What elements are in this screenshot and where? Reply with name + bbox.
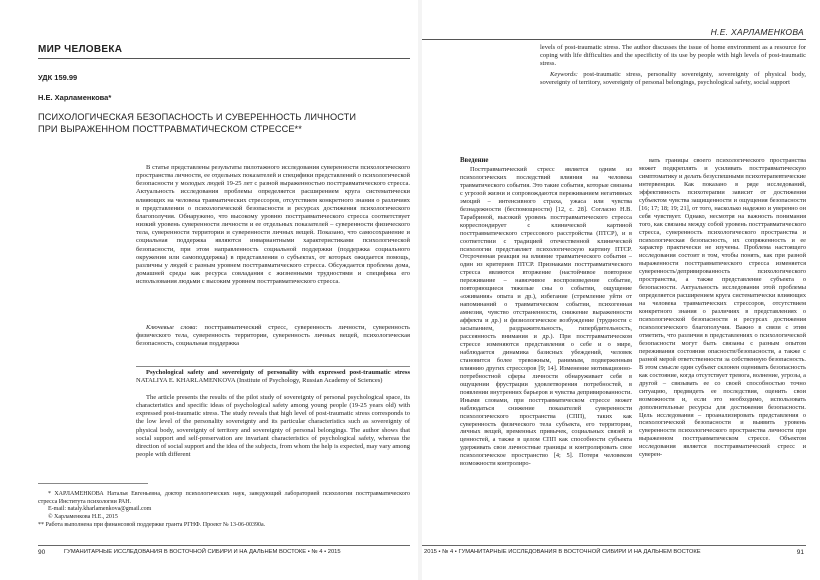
body-column-1: Посттравматический стресс является одним из психологических последствий влияния на человека травматического события. Это такие события, которые связаны с угрозой жизни и сопровождаются переживанием негативных эмоций – интенсивного страха, ужаса или чувства безнадежности (беспомощности) [12, с. 28]. Согласно Н.В. Тарабриной, высокий уровень посттравматического стресса корреспондирует с клинической картиной посттравматического стрессового расстройства (ПТСР), и в соответствии с традицией отечественной клинической психологии представляет психологическую картину ПТСР. Отсроченная реакция на влияние травматического события – один из критериев ПТСР. Признаками посттравматического стресса являются вторжение (настойчивое повторное переживание – навязчивое воспроизведение событие, повторяющиеся тяжелые сны о событии, ощущение «оживания» опыта и др.), избегание (стремление уйти от напоминаний о травматическом событии, психогенная амнезия, чувство отстраненности, снижение выраженности аффекта и др.) и физиологическое возбуждение (трудности с засыпанием, раздражительность, гипербдительность, рассеянность внимания и др.). При посттравматическом стрессе изменяются представления о себе и о мире, наблюдается динамика базисных убеждений, человек становится более тревожным, ранимым, подверженным влиянию других стрессоров [9; 14]. Изменение мотивационно-потребностной сферы личности обнаруживает себя в ощущении фрустрации удовлетворения потребностей, в появлении внутренних барьеров и чувства депривированности. Иными словами, при посттравматическом стрессе может наблюдаться снижение показателей суверенности психологического пространства (СПП), таких как суверенность физического тела субъекта, его территории, личных вещей, временных привычек, социальных связей и ценностей, а также в целом СПП как способности субъекта удерживать свои личностные границы и контролировать свое психологическое пространство [4; 5]. Потеря человеком возможности контролиро- (460, 166, 632, 468)
english-author: NATALIYA E. KHARLAMENKOVA (Institute of Psychology, Russian Academy of Sciences) (136, 377, 383, 385)
english-title-block (136, 369, 410, 385)
right-page (422, 0, 820, 580)
abstract-en: The article presents the results of the pilot study of sovereignty of personal psychological space, its characteristics and specific ideas of psychological safety among young people (19-25 years old) with expressed post-traumatic stress. The study reveals that high level of post-traumatic stress corresponds to the low level of the personality sovereignty and its particular characteristics such as sovereignty of physical body, sovereignty of territory and sovereignty of personal belongings. The author shows that social support and self-preservation are invariant characteristics of psychological safety, whereas the direction of social support and the idea of the subjects, from whom the help is expected, may vary among people with different (136, 394, 411, 459)
abstract-en-continued: levels of post-traumatic stress. The author discusses the issue of home environment as a resource for coping with life difficulties and the specificity of its use by people with high levels of post-traumatic stress. (540, 44, 806, 68)
running-footer-right: 2015 • № 4 • ГУМАНИТАРНЫЕ ИССЛЕДОВАНИЯ В ВОСТОЧНОЙ СИБИРИ И НА ДАЛЬНЕМ ВОСТОКЕ (424, 549, 701, 555)
section-rule (38, 58, 410, 59)
footer-rule (38, 545, 410, 546)
abstract-ru: В статье представлены результаты пилотажного исследования суверенности психологического пространства личности, ее отдельных показателей и специфики представлений о психологической безопасности у молодых людей 19-25 лет с разной выраженностью посттравматического стресса. Актуальность исследования проблемы определяется расширением круга систематически влияющих на человека травматических стрессоров, отсутствием конкретного знания о различиях в представлении о психологической безопасности и ресурсах достижения психологического благополучия. Обнаружено, что высокому уровню посттравматического стресса соответствует низкий уровень суверенности личности и ее отдельных показателей – суверенности физического тела, суверенности территории и суверенности личных вещей. Показано, что самосохранение и социальная поддержка являются инвариантными характеристиками психологической безопасности, при этом направленность социальной поддержки (поддержка социального окружения или самоподдержка) в представлении о субъектах, от которых ожидается помощь, различны у людей с разным уровнем посттравматического стресса. Обсуждается проблема дома, домашней среды как ресурса совладания с жизненными трудностями и специфика его использования людьми с высоким уровнем посттравматического стресса. (136, 164, 410, 286)
header-rule (422, 39, 806, 40)
keywords-en-text: post-traumatic stress, personality sovereignty, sovereignty of physical body, sovereignty of territory, sovereignty of personal belongings, psychological safety, social support (540, 71, 806, 87)
keywords-ru-text: посттравматический стресс, суверенность личности, суверенность физического тела, суверенность территории, суверенность личных вещей, психологическая безопасность, социальная поддержка (136, 324, 411, 348)
keywords-en (540, 71, 806, 87)
section-title: МИР ЧЕЛОВЕКА (38, 44, 123, 55)
udc-code: УДК 159.99 (38, 73, 78, 82)
footnote-email: E-mail: nataly.kharlamenkova@gmail.com (48, 506, 152, 512)
keywords-ru (136, 324, 410, 348)
article-title-line2: ПРИ ВЫРАЖЕННОМ ПОСТТРАВМАТИЧЕСКОМ СТРЕССЕ** (38, 124, 302, 134)
page-number-right: 91 (796, 549, 804, 556)
footnote-author: * ХАРЛАМЕНКОВА Наталья Евгеньевна, доктор психологических наук, заведующий лабораторией психологии посттравматического стресса Института психологии РАН. (38, 491, 410, 505)
footnote-grant: ** Работа выполнена при финансовой поддержке гранта РГНФ. Проект № 13-06-00390а. (38, 522, 266, 528)
footer-rule-right (422, 545, 806, 546)
page-number-left: 90 (38, 549, 46, 556)
footnote-copyright: © Харламенкова Н.Е., 2015 (48, 514, 118, 520)
running-footer-left: ГУМАНИТАРНЫЕ ИССЛЕДОВАНИЯ В ВОСТОЧНОЙ СИБИРИ И НА ДАЛЬНЕМ ВОСТОКЕ • № 4 • 2015 (64, 549, 341, 555)
keywords-ru-label: Ключевые слова: (146, 324, 198, 331)
running-header-author: Н.Е. ХАРЛАМЕНКОВА (710, 27, 804, 37)
keywords-en-label: Keywords: (550, 71, 578, 78)
footnote-rule (38, 483, 148, 484)
intro-heading: Введение (460, 157, 489, 164)
body-column-2: вать границы своего психологического пространства может подкреплять и усиливать посттравматическую симптоматику и делать безуспешными психотерапевтические интервенции. Как показано в ряде исследований, эффективность психотерапии зависит от достижения субъектом чувства защищенности и ощущения безопасности [16; 17; 18; 19; 21], от того, насколько надежно и уверенно он себя чувствует. Однако, несмотря на важность понимания того, как связаны между собой уровень посттравматического стресса, суверенность психологического пространства и психологическая безопасность, их сопряженность и ее характер практически не изучены. Проблема настоящего исследования состоит в том, чтобы понять, как при разной выраженности посттравматического стресса изменяется суверенность/депривированность психологического пространства, а также представление субъекта о безопасности. Актуальность исследования этой проблемы определяется расширением круга систематически влияющих на человека травматических стрессоров, отсутствием конкретного знания о различиях в представлениях о психологической безопасности и ресурсах достижения психологического благополучия. Важно в связи с этим отметить, что различия в представлениях о психологической безопасности могут быть связаны с разным опытом переживания состояния опасности/безопасности, а также с разной мерой ответственности за собственную безопасность. В этом смысле один субъект склонен оценивать безопасность как состояние, когда отсутствует тревога, волнение, угрозы, а другой – связывать ее со своей способностью точно ситуацию, предвидеть ее последствия, оценить свои возможности и, если это необходимо, использовать дополнительные ресурсы для достижения безопасности. Цель исследования – проанализировать представления о психологической безопасности и выявить уровень суверенности психологического пространства личности при выраженном посттравматическом стрессе. Объектом исследования является посттравматический стресс и суверен- (639, 157, 806, 459)
article-title-line1: ПСИХОЛОГИЧЕСКАЯ БЕЗОПАСНОСТЬ И СУВЕРЕННОСТЬ ЛИЧНОСТИ (38, 112, 357, 122)
english-title: Psychological safety and sovereignty of personality with expressed post-traumatic stress (146, 369, 410, 376)
abstract-divider (136, 366, 410, 367)
author-name: Н.Е. Харламенкова* (38, 93, 112, 102)
